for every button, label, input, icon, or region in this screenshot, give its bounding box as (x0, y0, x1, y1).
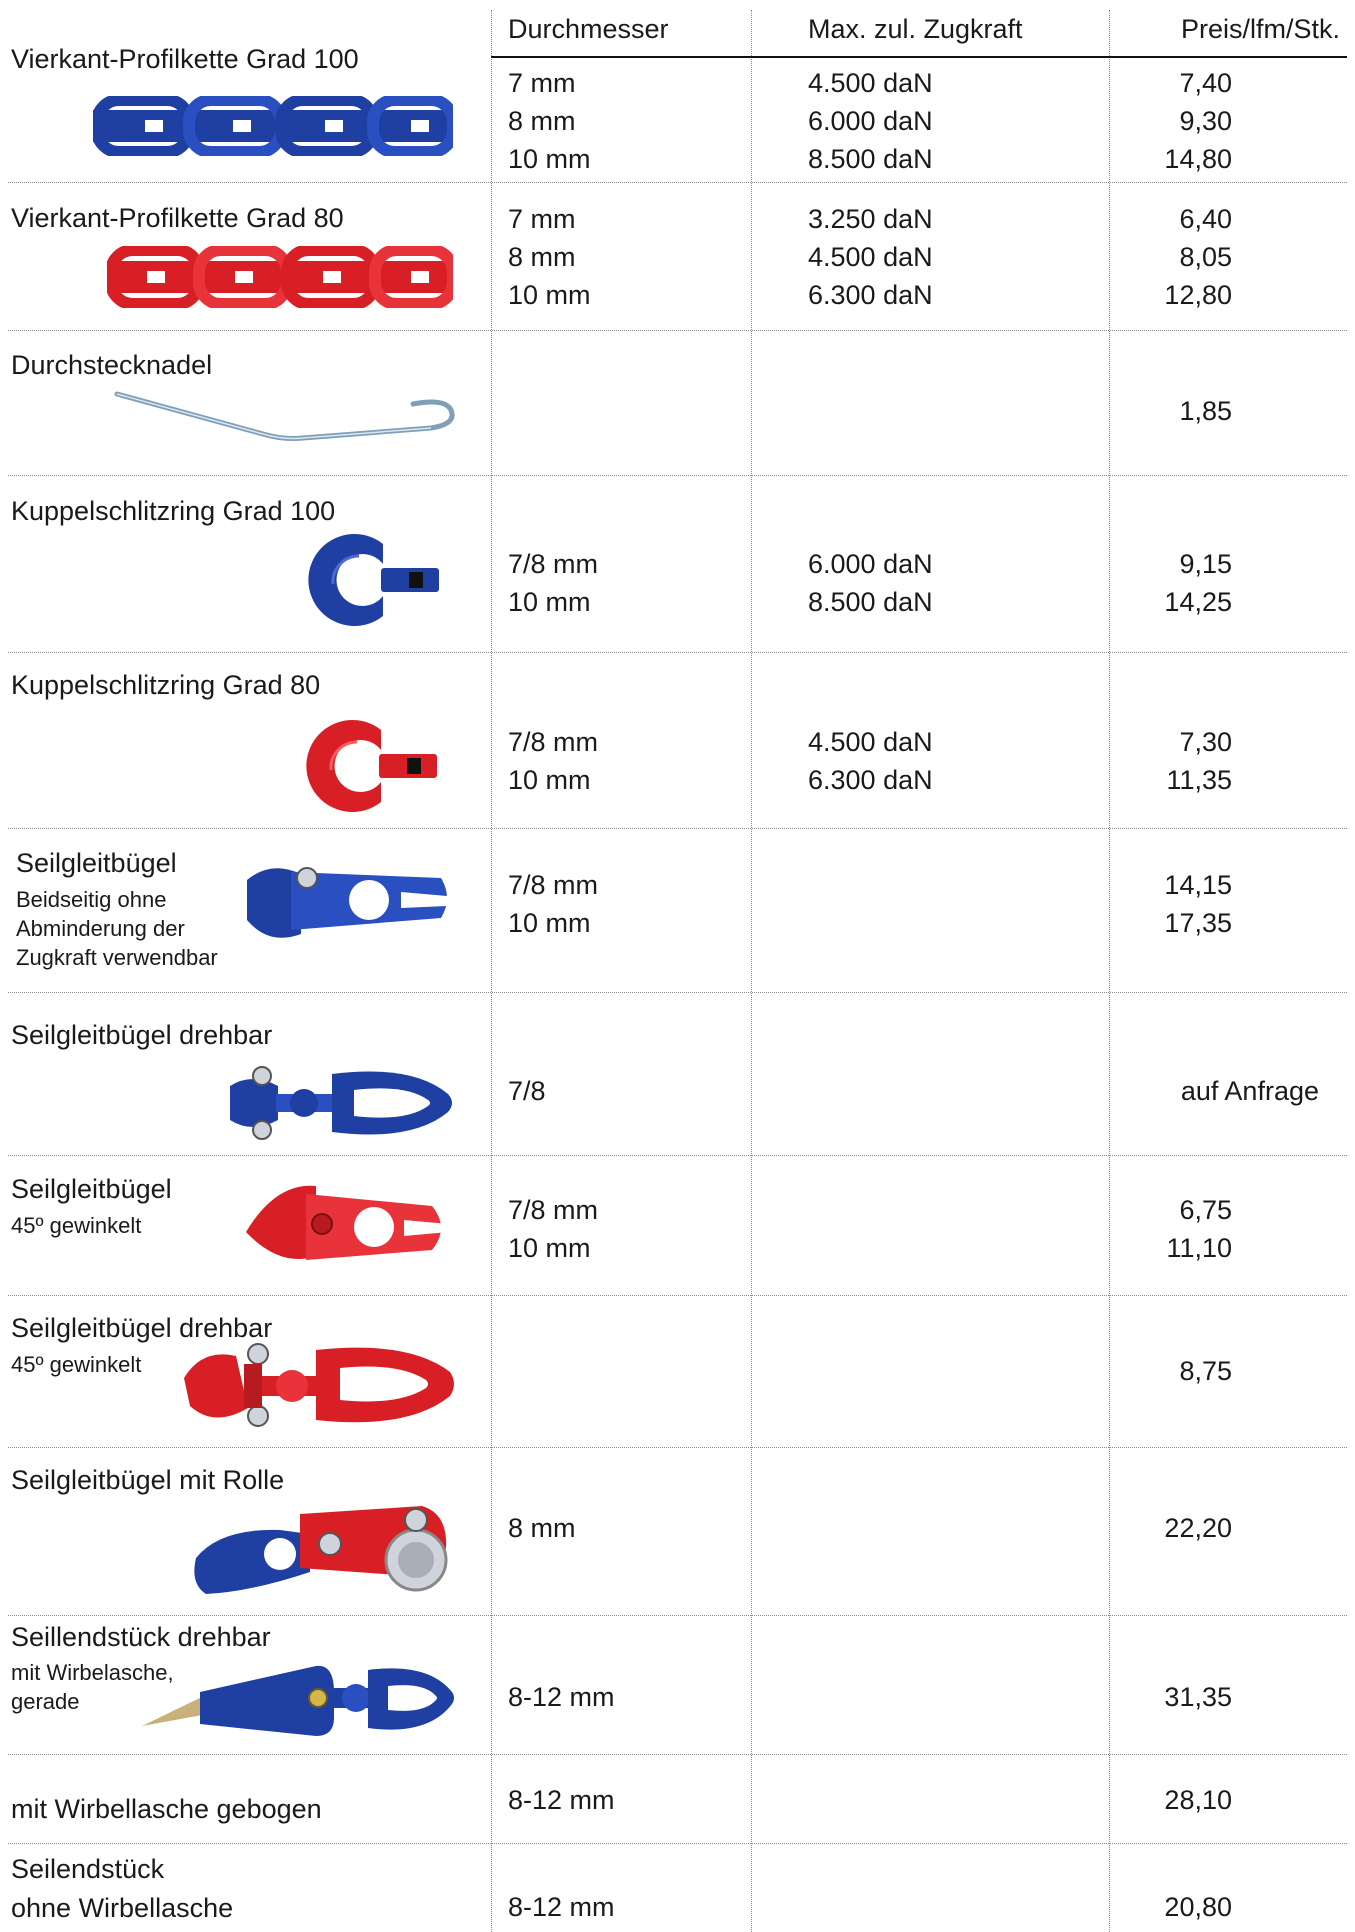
row-divider (8, 1615, 1347, 1616)
price-cell: 22,20 (1164, 1513, 1232, 1543)
diameter-cell: 7/8 (508, 1076, 546, 1106)
blue-slot-ring-image (297, 524, 457, 634)
blue-rope-slider-image (241, 842, 456, 954)
diameter-cell: 7/8 mm 10 mm (508, 870, 599, 938)
price-cell: 28,10 (1164, 1785, 1232, 1815)
product-name: Seilgleitbügel drehbar (11, 1313, 273, 1343)
tensile-cell: 3.250 daN 4.500 daN 6.300 daN (808, 204, 933, 310)
row-divider (8, 330, 1347, 331)
red-angled-slider-image (236, 1172, 456, 1282)
row-divider (8, 475, 1347, 476)
price-cell: 6,75 11,10 (1166, 1195, 1232, 1263)
row-divider (8, 1155, 1347, 1156)
header-tensile: Max. zul. Zugkraft (808, 14, 1023, 44)
diameter-cell: 7 mm 8 mm 10 mm (508, 204, 591, 310)
product-name: Kuppelschlitzring Grad 100 (11, 496, 336, 526)
price-cell: 8,75 (1179, 1356, 1232, 1386)
red-slot-ring-image (295, 710, 455, 820)
row-divider (8, 652, 1347, 653)
row-divider (8, 1754, 1347, 1755)
price-cell: 20,80 (1164, 1892, 1232, 1922)
product-subtitle: 45º gewinkelt (11, 1213, 142, 1238)
diameter-cell: 7/8 mm 10 mm (508, 727, 599, 795)
row-divider (8, 992, 1347, 993)
price-cell: 6,40 8,05 12,80 (1164, 204, 1232, 310)
product-name: Seilgleitbügel drehbar (11, 1020, 273, 1050)
product-subtitle: Beidseitig ohne (16, 887, 167, 912)
product-name: Vierkant-Profilkette Grad 80 (11, 203, 344, 233)
diameter-cell: 8-12 mm (508, 1785, 615, 1815)
blue-swivel-slider-image (222, 1064, 456, 1142)
product-name: Seilendstück (11, 1854, 165, 1884)
product-subtitle: Zugkraft verwendbar (16, 945, 218, 970)
tensile-cell: 4.500 daN 6.000 daN 8.500 daN (808, 68, 933, 174)
diameter-cell: 8 mm (508, 1513, 576, 1543)
column-divider-3 (1109, 10, 1110, 1932)
row-divider (8, 1295, 1347, 1296)
product-name: Kuppelschlitzring Grad 80 (11, 670, 321, 700)
diameter-cell: 8-12 mm (508, 1892, 615, 1922)
row-divider (8, 828, 1347, 829)
column-divider-2 (751, 10, 752, 1932)
product-name: Seilgleitbügel mit Rolle (11, 1465, 285, 1495)
pin-image (113, 388, 460, 454)
price-cell: 9,15 14,25 (1164, 549, 1232, 617)
price-cell: 7,30 11,35 (1166, 727, 1232, 795)
diameter-cell: 7/8 mm 10 mm (508, 1195, 599, 1263)
product-name: Seillendstück drehbar (11, 1622, 271, 1652)
price-cell: 14,15 17,35 (1164, 870, 1232, 938)
product-subtitle: gerade (11, 1689, 80, 1714)
red-chain-image (107, 246, 453, 308)
product-name: mit Wirbellasche gebogen (11, 1794, 322, 1824)
blue-chain-image (93, 96, 453, 156)
product-name: Seilgleitbügel (16, 848, 177, 878)
tensile-cell: 6.000 daN 8.500 daN (808, 549, 933, 617)
row-divider (8, 1447, 1347, 1448)
diameter-cell: 7 mm 8 mm 10 mm (508, 68, 591, 174)
red-angled-swivel-slider-image (178, 1338, 458, 1432)
row-divider (8, 1843, 1347, 1844)
header-price: Preis/lfm/Stk. (1180, 14, 1340, 44)
price-cell: 1,85 (1179, 396, 1232, 426)
product-name-line2: ohne Wirbellasche (11, 1893, 234, 1923)
product-subtitle: 45º gewinkelt (11, 1352, 142, 1377)
tensile-cell: 4.500 daN 6.300 daN (808, 727, 933, 795)
header-underline (491, 56, 1347, 58)
diameter-cell: 7/8 mm 10 mm (508, 549, 599, 617)
product-subtitle: Abminderung der (16, 916, 185, 941)
rope-end-image (138, 1652, 456, 1742)
product-name: Vierkant-Profilkette Grad 100 (11, 44, 359, 74)
roller-slider-image (190, 1498, 460, 1598)
row-divider (8, 182, 1347, 183)
price-cell: auf Anfrage (1180, 1076, 1319, 1106)
price-cell: 31,35 (1164, 1682, 1232, 1712)
diameter-cell: 8-12 mm (508, 1682, 615, 1712)
product-name: Durchstecknadel (11, 350, 213, 380)
price-cell: 7,40 9,30 14,80 (1164, 68, 1232, 174)
header-diameter: Durchmesser (508, 14, 669, 44)
product-name: Seilgleitbügel (11, 1174, 172, 1204)
column-divider-1 (491, 10, 492, 1932)
product-subtitle: mit Wirbelasche, (11, 1660, 174, 1685)
